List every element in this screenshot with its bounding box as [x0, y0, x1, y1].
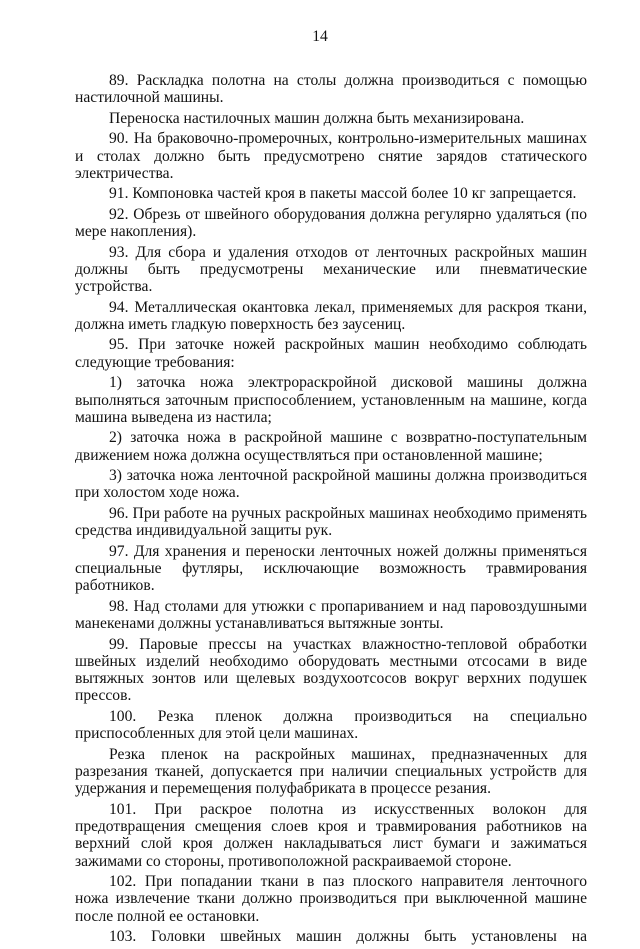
paragraph-94: 94. Металлическая окантовка лекал, применяемых для раскроя ткани, должна иметь гладкую поверхность без заусениц. [75, 298, 587, 333]
page-number: 14 [312, 28, 328, 45]
paragraph-93: 93. Для сбора и удаления отходов от ленточных раскройных машин должны быть предусмотрены механические или пневматические устройства. [75, 243, 587, 296]
paragraph-100-continuation: Резка пленок на раскройных машинах, предназначенных для разрезания тканей, допускается при наличии специальных устройств для удержания и перемещения полуфабриката в процессе резания. [75, 745, 587, 798]
list-item-95-1: 1) заточка ножа электрораскройной дисковой машины должна выполняться заточным приспособлением, установленным на машине, когда машина выведена из настила; [75, 374, 587, 426]
paragraph-89-continuation: Переноска настилочных машин должна быть механизирована. [109, 109, 525, 127]
paragraph-102: 102. При попадании ткани в паз плоского направителя ленточного ножа извлечение ткани должно производиться при выключенной машине после полной ее остановки. [75, 873, 587, 925]
paragraph-103: 103. Головки швейных машин должны быть установлены на [109, 928, 587, 946]
list-item-95-3: 3) заточка ножа ленточной раскройной машины должна производиться при холостом ходе ножа. [75, 467, 587, 502]
paragraph-89: 89. Раскладка полотна на столы должна производиться с помощью настилочной машины. [75, 72, 587, 107]
paragraph-98: 98. Над столами для утюжки с пропариванием и над паровоздушными манекенами должны устанавливаться вытяжные зонты. [75, 597, 587, 633]
paragraph-95: 95. При заточке ножей раскройных машин необходимо соблюдать следующие требования: [75, 336, 587, 371]
paragraph-99: 99. Паровые прессы на участках влажностно-тепловой обработки швейных изделий необходимо оборудовать местными отсосами в виде вытяжных зонтов или щелевых воздухоотсосов вокруг верхних подушек прессов. [75, 635, 587, 705]
paragraph-91: 91. Компоновка частей кроя в пакеты массой более 10 кг запрещается. [109, 185, 577, 203]
paragraph-96: 96. При работе на ручных раскройных машинах необходимо применять средства индивидуальной защиты рук. [75, 504, 587, 540]
page-body [75, 72, 587, 949]
paragraph-92: 92. Обрезь от швейного оборудования должна регулярно удаляться (по мере накопления). [75, 205, 587, 241]
list-item-95-2: 2) заточка ножа в раскройной машине с возвратно-поступательным движением ножа должна осуществляться при остановленной машине; [75, 429, 587, 464]
paragraph-97: 97. Для хранения и переноски ленточных ножей должны применяться специальные футляры, исключающие возможность травмирования работников. [75, 542, 587, 595]
paragraph-90: 90. На браковочно-промерочных, контрольно-измерительных машинах и столах должно быть предусмотрено снятие зарядов статического электричества. [75, 130, 587, 182]
paragraph-101: 101. При раскрое полотна из искусственных волокон для предотвращения смещения слоев кроя и травмирования работников на верхний слой кроя должен накладываться лист бумаги и зажиматься зажимами со стороны, противоположной раскраиваемой стороне. [75, 800, 587, 870]
paragraph-100: 100. Резка пленок должна производиться на специально приспособленных для этой цели машинах. [75, 707, 587, 743]
